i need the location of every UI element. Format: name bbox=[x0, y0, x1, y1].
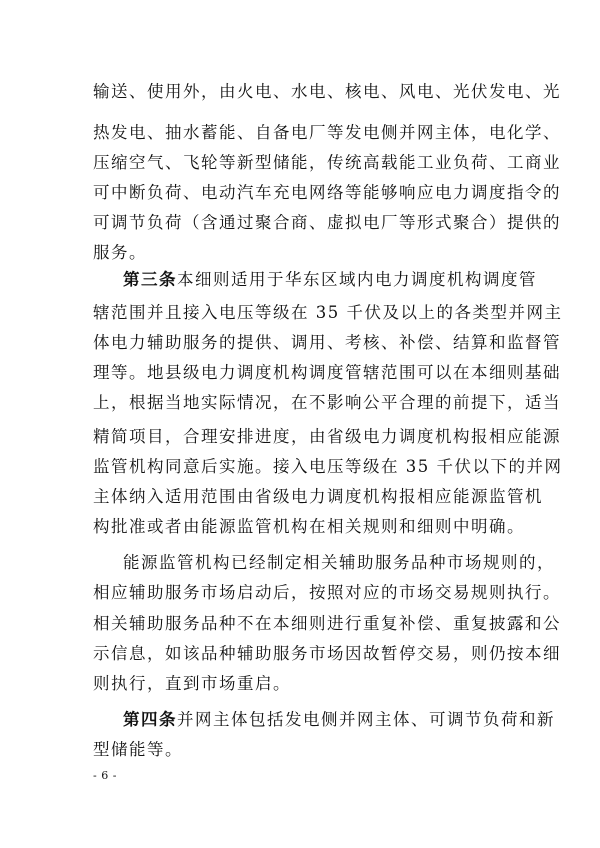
paragraph-line: 可中断负荷、电动汽车充电网络等能够响应电力调度指令的 bbox=[93, 183, 561, 202]
article-line: 构批准或者由能源监管机构在相关规则和细则中明确。 bbox=[93, 517, 525, 536]
paragraph-line: 则执行，直到市场重启。 bbox=[93, 674, 291, 693]
article-text: 本细则适用于华东区域内电力调度机构调度管 bbox=[177, 270, 537, 289]
article-line: 型储能等。 bbox=[93, 740, 183, 759]
article-text: 并网主体包括发电侧并网主体、可调节负荷和新 bbox=[177, 710, 555, 729]
paragraph-line: 相关辅助服务品种不在本细则进行重复补偿、重复披露和公 bbox=[93, 614, 561, 633]
article-line: 监管机构同意后实施。接入电压等级在 35 千伏以下的并网 bbox=[93, 457, 563, 476]
article-line: 精简项目，合理安排进度，由省级电力调度机构报相应能源 bbox=[93, 427, 561, 446]
article-line: 主体纳入适用范围由省级电力调度机构报相应能源监管机 bbox=[93, 487, 543, 506]
paragraph-line: 压缩空气、飞轮等新型储能，传统高载能工业负荷、工商业 bbox=[93, 153, 561, 172]
paragraph-line: 输送、使用外，由火电、水电、核电、风电、光伏发电、光 bbox=[93, 82, 561, 101]
paragraph-line: 服务。 bbox=[93, 243, 147, 262]
paragraph-line: 相应辅助服务市场启动后，按照对应的市场交易规则执行。 bbox=[93, 583, 561, 602]
article-heading: 第四条 bbox=[123, 710, 177, 729]
article-line: 辖范围并且接入电压等级在 35 千伏及以上的各类型并网主 bbox=[93, 303, 563, 322]
page-number: - 6 - bbox=[93, 769, 117, 782]
paragraph-line: 热发电、抽水蓄能、自备电厂等发电侧并网主体，电化学、 bbox=[93, 123, 561, 142]
article-line: 上，根据当地实际情况，在不影响公平合理的前提下，适当 bbox=[93, 393, 561, 412]
article-line bbox=[123, 269, 537, 291]
article-line: 理等。地县级电力调度机构调度管辖范围可以在本细则基础 bbox=[93, 363, 561, 382]
paragraph-line: 能源监管机构已经制定相关辅助服务品种市场规则的， bbox=[123, 553, 555, 572]
article-line bbox=[123, 709, 555, 731]
article-heading: 第三条 bbox=[123, 270, 177, 289]
paragraph-line: 可调节负荷（含通过聚合商、虚拟电厂等形式聚合）提供的 bbox=[93, 213, 561, 232]
paragraph-line: 示信息，如该品种辅助服务市场因故暂停交易，则仍按本细 bbox=[93, 644, 561, 663]
article-line: 体电力辅助服务的提供、调用、考核、补偿、结算和监督管 bbox=[93, 333, 561, 352]
